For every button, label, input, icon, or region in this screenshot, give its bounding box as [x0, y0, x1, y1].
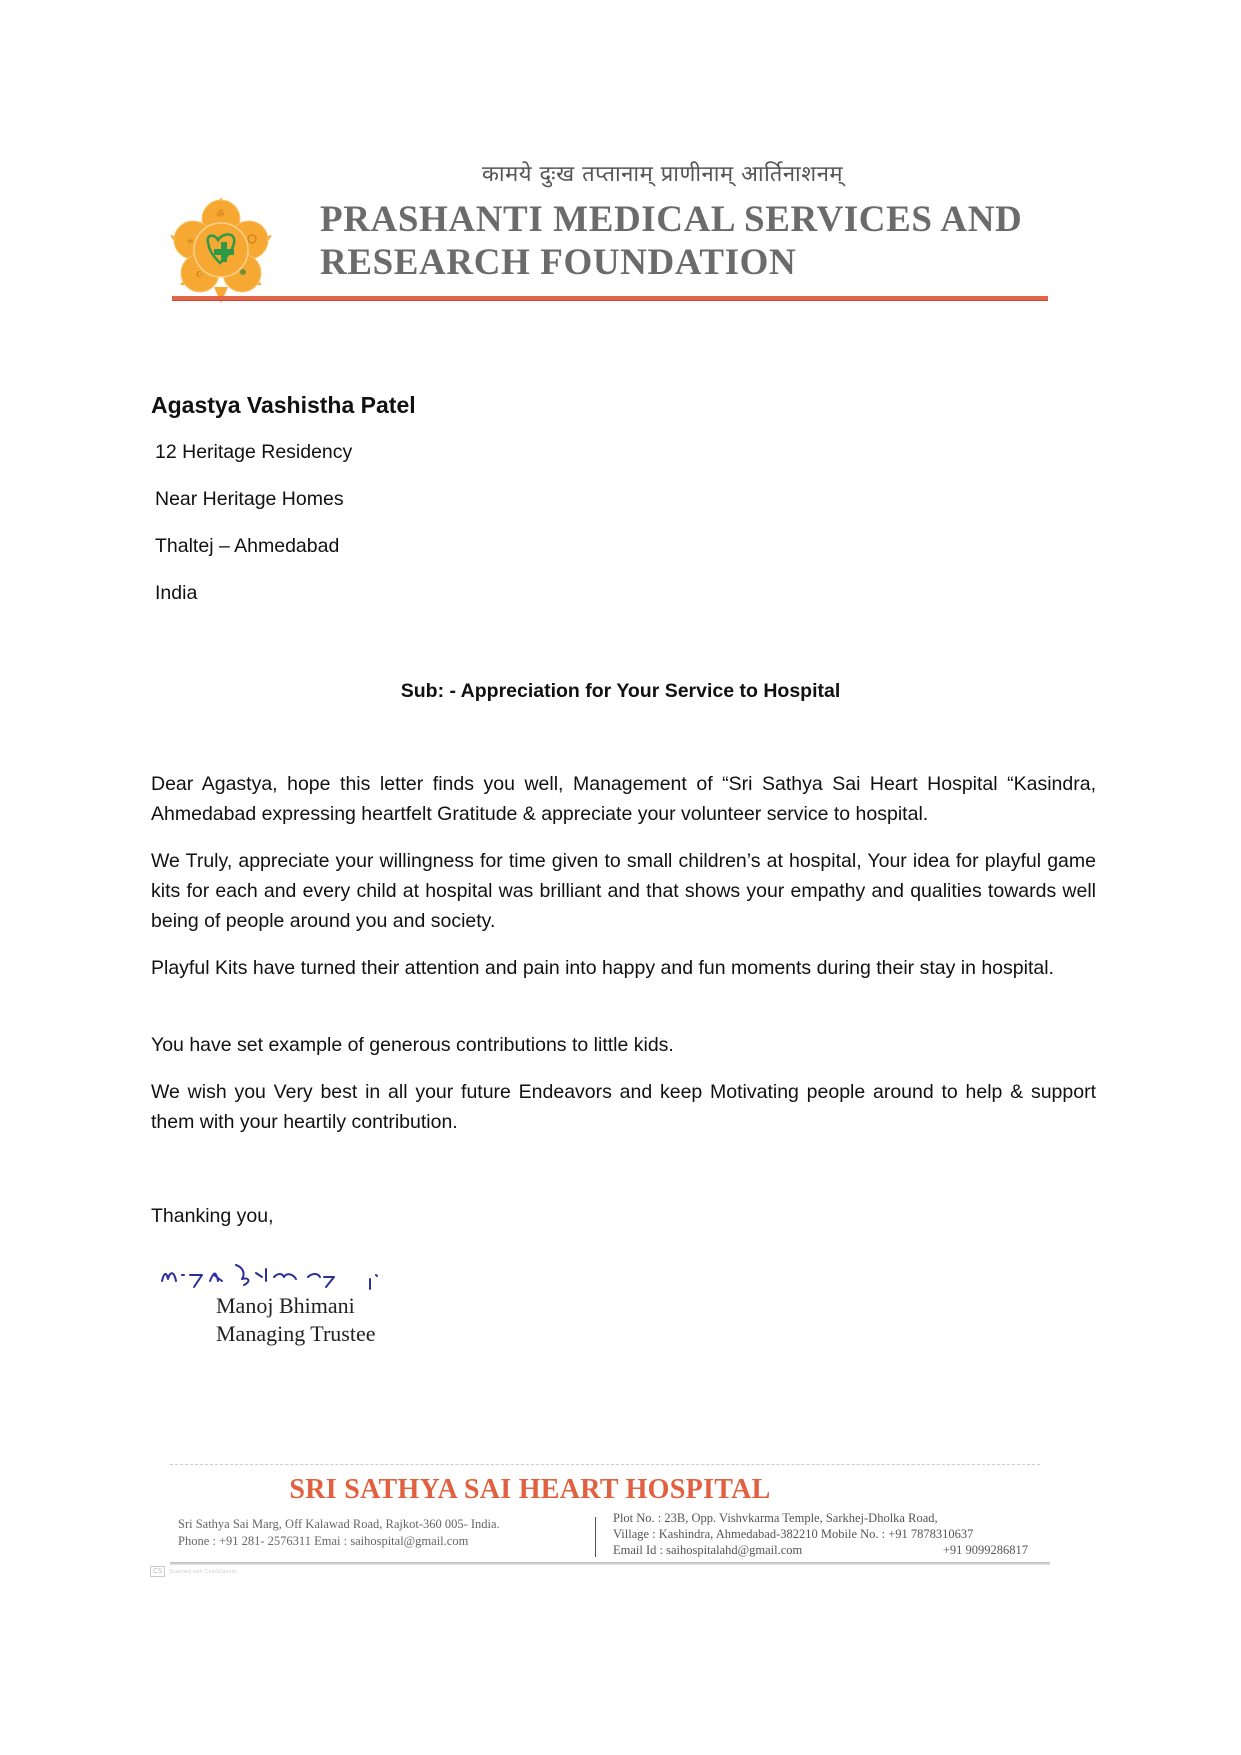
- signatory-name: Manoj Bhimani: [216, 1293, 355, 1318]
- svg-text:ॐ: ॐ: [216, 210, 225, 220]
- signatory-title: Managing Trustee: [216, 1321, 376, 1346]
- recipient-address-line: Thaltej – Ahmedabad: [155, 535, 340, 557]
- hospital-footer: [150, 1460, 1050, 1565]
- svg-text:+: +: [186, 236, 195, 247]
- footer-vertical-divider: [595, 1517, 596, 1557]
- scanner-watermark: [150, 1566, 237, 1577]
- handwritten-signature-icon: [158, 1255, 458, 1295]
- foundation-name-line2: RESEARCH FOUNDATION: [320, 242, 797, 283]
- recipient-address-line: Near Heritage Homes: [155, 488, 344, 510]
- ahmedabad-phone: +91 9099286817: [942, 1543, 1028, 1557]
- hospital-name: SRI SATHYA SAI HEART HOSPITAL: [289, 1474, 771, 1505]
- ahmedabad-address: [613, 1510, 1028, 1558]
- body-paragraph: Playful Kits have turned their attention and pain into happy and fun moments during their stay in hospital.: [151, 957, 1054, 979]
- ahmedabad-email: Email Id : saihospitalahd@gmail.com: [613, 1543, 803, 1557]
- ahmedabad-address-line: Village : Kashindra, Ahmedabad-382210 Mobile No. : +91 7878310637: [613, 1527, 974, 1541]
- recipient-address-line: India: [155, 582, 198, 604]
- body-paragraph: We Truly, appreciate your willingness for time given to small children’s at hospital, Your idea for playful game kits for each and every child at hospital was brilliant and that shows your empathy and qualities towards well being of people around you and society.: [151, 850, 1096, 932]
- footer-bottom-divider: [170, 1562, 1050, 1565]
- sanskrit-motto: कामये दुःख तप्तानाम् प्राणीनाम् आर्तिनाशनम्: [482, 162, 844, 187]
- body-paragraph: We wish you Very best in all your future Endeavors and keep Motivating people around to help & support them with your heartily contribution.: [151, 1081, 1096, 1133]
- scanner-watermark-text: Scanned with CamScanner: [169, 1568, 237, 1575]
- closing-salutation: Thanking you,: [151, 1205, 274, 1227]
- foundation-logo-icon: [166, 195, 276, 305]
- header-divider: [172, 296, 1048, 301]
- letter-subject: Sub: - Appreciation for Your Service to Hospital: [400, 680, 841, 702]
- rajkot-address: [178, 1516, 500, 1550]
- ahmedabad-address-line: Plot No. : 23B, Opp. Vishvkarma Temple, Sarkhej-Dholka Road,: [613, 1511, 938, 1525]
- rajkot-contact-line: Phone : +91 281- 2576311 Emai : saihospital@gmail.com: [178, 1534, 469, 1548]
- body-paragraph: You have set example of generous contributions to little kids.: [151, 1034, 674, 1056]
- letterhead: [150, 150, 1050, 310]
- svg-text:☪: ☪: [196, 270, 204, 279]
- foundation-name: [320, 198, 1022, 284]
- footer-top-divider: [170, 1464, 1040, 1465]
- recipient-address-line: 12 Heritage Residency: [155, 441, 353, 463]
- body-paragraph: Dear Agastya, hope this letter finds you well, Management of “Sri Sathya Sai Heart Hospital “Kasindra, Ahmedabad expressing heartfelt Gratitude & appreciate your volunteer service to hospital.: [151, 773, 1096, 825]
- camscanner-badge-icon: CS: [150, 1566, 165, 1577]
- recipient-name: Agastya Vashistha Patel: [151, 392, 416, 418]
- foundation-name-line1: PRASHANTI MEDICAL SERVICES AND: [320, 199, 1023, 240]
- rajkot-address-line: Sri Sathya Sai Marg, Off Kalawad Road, Rajkot-360 005- India.: [178, 1517, 500, 1531]
